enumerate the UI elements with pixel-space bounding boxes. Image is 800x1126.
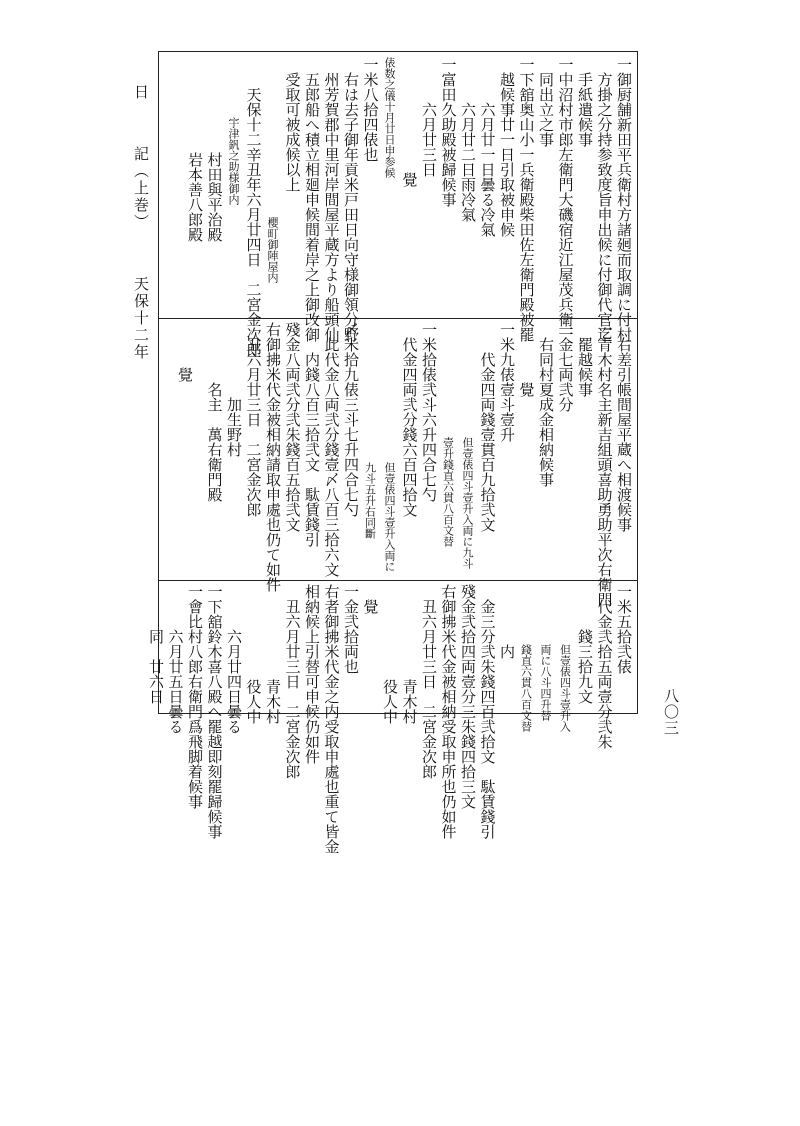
text-column: 受取可被成候以上 [283,72,302,192]
running-head [120,84,152,361]
text-column: 一下舘鈴木喜八殿へ罷越即刻罷歸候事 [205,584,224,839]
note-column: 但壹俵四斗壹升入両に [383,462,396,572]
text-column: 右は去子御年貢米戸田日向守様御領分野 [342,72,360,342]
date-signature-column: 丑六月廿三日 二宮金次郎 [283,599,302,779]
text-column: 右者御拂米代金之内受取申處也重て皆金 [322,584,341,854]
text-column: 手紙遣候事 [576,72,594,147]
section-1 [163,57,633,357]
addressee-column: 加生野村 [225,397,243,457]
text-column: 一青木村名主新吉組頭喜助勇助平次右衛門 [595,322,614,607]
date-column: 六月廿一日曇る冷氣 [478,102,497,237]
running-head-era: 天保十二年 [132,275,150,361]
date-column: 六月廿二日雨冷氣 [459,102,477,222]
addressee-column: 役人中 [244,679,263,724]
running-head-book: 日 [132,84,150,101]
note-column: 錢直六貫八百文替 [519,644,533,732]
text-column: 殘金弐拾四両壹分三朱錢四拾三文 [459,584,477,809]
text-column: 同出立之事 [537,72,555,147]
addressee-column: 役人中 [381,679,399,724]
text-column: 罷越候事 [576,337,594,397]
text-column: 右差引帳間屋平蔵へ相渡候事 [615,337,633,532]
addressee-note: 宇津釩之助様御内 [227,117,240,205]
text-column: 右御拂米代金被相納受取申所也仍如件 [439,584,458,839]
text-column: 一金七両弐分 [556,322,575,412]
addressee-column: 岩本善八郎殿 [186,152,204,242]
date-signature-column: 丑六月廿三日 二宮金次郎 [244,337,263,517]
text-column: 〆米拾九俵三斗七升四合七勺 [342,322,360,517]
text-column: 州芳賀郡中里河岸間屋平蔵方より船頭仙 [322,72,341,342]
text-column: 代金四両錢壹貫百九拾弐文 [478,352,497,532]
text-column: 此代金八両弐分錢壹〆八百三拾六文 [322,337,341,577]
text-column: 金三分弐朱錢四百弐拾文 駄賃錢引 [478,599,497,839]
text-column: 方掛之分持参致度旨申出候に付御代官迄 [595,72,614,342]
text-column: 内 [498,644,516,659]
heading-column: 覺 [176,367,194,382]
section-2 [163,322,633,607]
page-number: 八〇三 [662,688,680,736]
addressee-column: 名主 萬右衛門殿 [205,382,224,502]
text-column: 錢三拾九文 [576,629,594,704]
text-column: 右同村夏成金相納候事 [537,337,555,487]
text-column: 殘金八両弐分弐朱錢百五拾弐文 [283,322,302,532]
note-column: 俵数之儀十月廿日申参候 [383,57,396,178]
text-column: 一富田久助殿被歸候事 [439,57,458,207]
heading-column: 覺 [400,172,419,187]
text-column: 一會比村八郎右衛門爲飛脚着候事 [186,584,204,809]
text-column: 右御拂米代金被相納請取申處也仍て如件 [264,322,282,592]
date-column: 六月廿三日 [420,102,438,177]
date-signature-column: 天保十二辛丑年六月廿四日 二宮金次郎 [244,87,263,357]
date-column: 同 廿六日 [147,629,165,704]
running-head-volume: 記（上巻） [132,145,150,231]
date-column: 六月廿四日曇る [225,629,243,734]
note-column: 壹升錢直六貫八百文替 [441,437,455,547]
note-column: 但壹俵四斗壹升入両に九斗 [461,437,474,569]
text-column: 代金四両弐分錢六百四拾文 [400,337,419,517]
addressee-column: 青木村 [264,679,282,724]
text-column: 一下舘奥山小一兵衛殿柴田佐左衛門殿被罷 [517,57,536,342]
text-column: 一金弐拾両也 [342,584,360,674]
date-column: 六月廿五日曇る [166,629,185,734]
addressee-column: 村田與平治殿 [205,152,224,242]
addressee-column: 青木村 [400,679,419,724]
text-column: 越候事廿一日引取被申候 [498,72,516,237]
section-3 [147,584,633,854]
heading-column: 覺 [517,382,536,397]
text-column: 一米九俵壹斗壹升 [498,322,516,442]
text-column: 相納候上引替可申候仍如件 [303,584,321,764]
text-column: 一米拾俵弐斗六升四合七勺 [420,322,438,502]
text-column: 内錢八百三拾弐文 駄賃錢引 [303,352,321,547]
note-column: 九斗五升右同斷 [363,462,377,539]
text-column: 五郎船へ積立相廻申候間着岸之上御改御 [303,72,321,342]
text-column: 一米八拾四俵也 [361,57,380,162]
text-column: 一中沼村市郎左衛門大磯宿近江屋茂兵衛一 [556,57,575,342]
text-column: 代金弐拾五両壹分弐朱 [595,599,614,749]
text-column: 一米五拾弐俵 [615,584,633,674]
date-signature-column: 丑六月廿三日 二宮金次郎 [420,599,438,779]
text-column: 一御厨舗新田平兵衛村方諸𢌞而取調に付村 [615,57,633,342]
note-column: 但壹俵四斗壹升入 [558,644,572,732]
section-divider-2 [158,580,638,581]
note-column: 両に八斗四升替 [539,644,552,721]
heading-column: 覺 [361,599,380,614]
signature-location: 櫻町御陣屋内 [266,217,279,283]
